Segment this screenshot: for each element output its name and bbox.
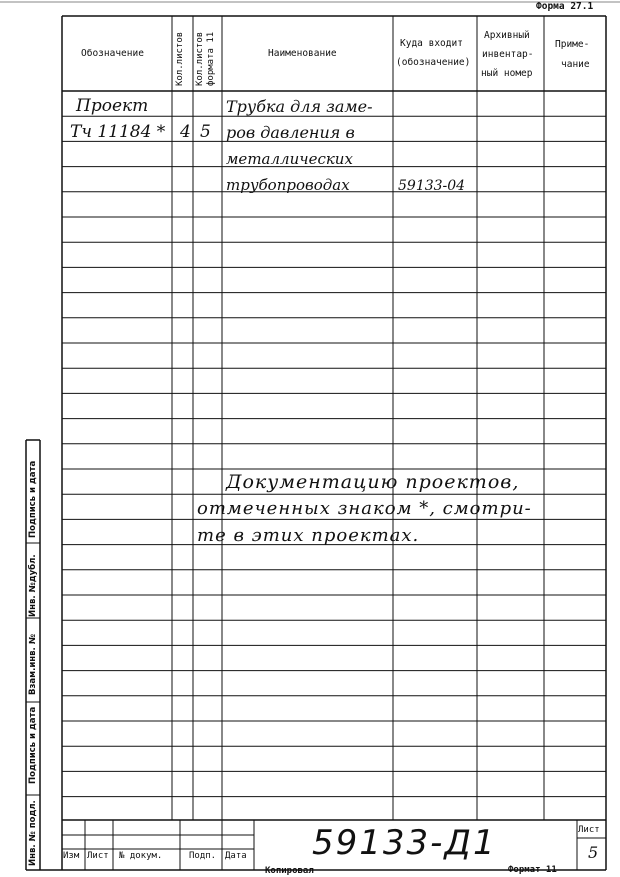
- note-line-3: те в этих проектах.: [197, 525, 420, 546]
- document-code: 59133-Д1: [312, 823, 497, 863]
- bottom-copied: Копировал: [265, 866, 314, 876]
- note-line-2: отмеченных знаком *, смотри-: [197, 498, 532, 519]
- entry-name-line-3: металлических: [226, 150, 353, 168]
- entry-sheet-count: 4: [180, 122, 191, 142]
- header-note-2: чание: [561, 59, 590, 70]
- entry-name-line-2: ров давления в: [226, 123, 355, 142]
- header-archive-1: Архивный: [484, 30, 530, 41]
- title-col-sheet: Лист: [87, 851, 109, 861]
- sheet-label: Лист: [578, 825, 600, 835]
- margin-label-signature-date-bottom: Подпись и дата: [28, 706, 38, 784]
- title-col-doc-no: № докум.: [119, 851, 163, 861]
- entry-name-line-1: Трубка для заме-: [226, 97, 373, 116]
- note-line-1: Документацию проектов,: [226, 471, 520, 493]
- margin-label-original-inventory: Инв. № подл.: [28, 800, 38, 866]
- header-sheet-count-format-1: Кол.листов: [195, 31, 205, 86]
- header-sheet-count-format-2: формата 11: [206, 31, 216, 86]
- margin-label-signature-date-top: Подпись и дата: [28, 460, 38, 538]
- header-sheet-count: Кол.листов: [175, 31, 185, 86]
- header-where-used-1: Куда входит: [400, 38, 463, 49]
- header-archive-2: инвентар-: [482, 49, 534, 60]
- entry-designation-line-2: Тч 11184 *: [70, 122, 166, 142]
- form-label: Форма 27.1: [536, 1, 594, 12]
- title-col-signature: Подп.: [189, 851, 217, 861]
- header-designation: Обозначение: [81, 48, 144, 59]
- header-note-1: Приме-: [555, 39, 590, 50]
- margin-label-replaced-inventory: Взам.инв. №: [28, 634, 38, 695]
- header-name: Наименование: [268, 48, 337, 59]
- bottom-format: Формат 11: [508, 865, 557, 875]
- title-col-change: Изм: [63, 851, 80, 861]
- margin-label-dup-inventory: Инв. №дубл.: [28, 554, 38, 617]
- entry-where-used: 59133-04: [398, 178, 466, 194]
- sheet-number: 5: [588, 843, 599, 862]
- header-where-used-2: (обозначение): [396, 57, 471, 68]
- entry-designation-line-1: Проект: [76, 96, 149, 116]
- entry-sheet-count-format: 5: [200, 122, 211, 142]
- title-col-date: Дата: [225, 851, 247, 861]
- header-archive-3: ный номер: [481, 68, 533, 79]
- entry-name-line-4: трубопроводах: [226, 176, 350, 194]
